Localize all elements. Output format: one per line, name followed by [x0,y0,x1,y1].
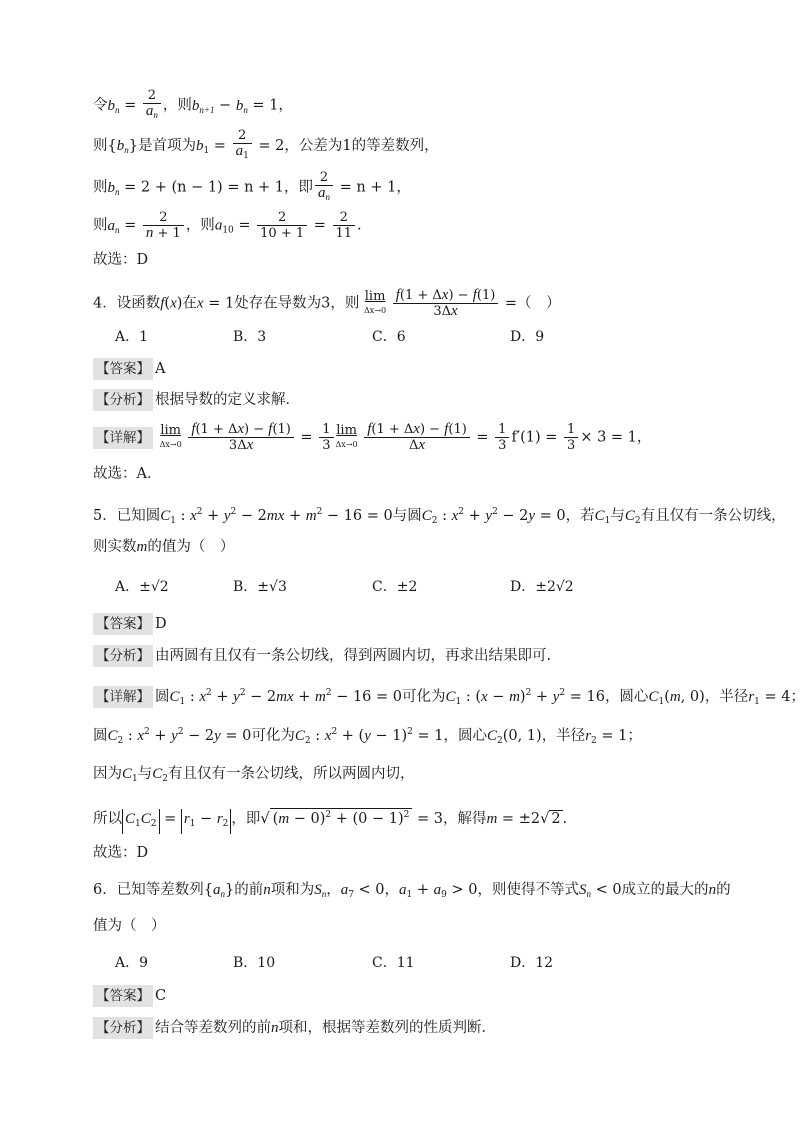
q4-final: 故选：A． [93,466,162,482]
q5-option-a[interactable]: A．±√2 [115,579,169,595]
sol3-line1: 令$b_n$ = $\frac{2}{a_n}$ ，则$b_{n+1} - b_n = 1$， [93,88,293,120]
q4-option-c[interactable]: C．6 [372,329,406,345]
q4-analysis: 【分析】 根据导数的定义求解． [93,389,734,411]
q6-option-b[interactable]: B．10 [233,955,276,971]
q6-option-a[interactable]: A．9 [115,955,149,971]
detail-tag: 【详解】 [93,427,153,449]
q5-option-d[interactable]: D．±2√2 [510,579,574,595]
q5-analysis: 【分析】 由两圆有且仅有一条公切线，得到两圆内切，再求出结果即可. [93,645,734,667]
q6-stem-line2: 值为（ ） [93,918,166,934]
q6-answer: 【答案】 C [93,985,734,1007]
q5-stem-line1: 5．已知圆$C_1$ : $x^2 + y^2 - 2mx + m^2 - 16 = 0$与圆$C_2$ : $x^2 + y^2 - 2y = 0$，若$C_1$与$C_2$有且仅有一条公切线， [93,507,786,526]
q5-detail-line2: 圆$C_2$ : $x^2 + y^2 - 2y = 0$可化为$C_2$ : $x^2 + (y - 1)^2 = 1$，圆心$C_2(0$, 1)，半径$r_2 = 1$； [93,727,642,746]
analysis-tag: 【分析】 [93,1017,153,1039]
q5-option-c[interactable]: C．±2 [372,579,418,595]
q5-answer: 【答案】 D [93,613,734,635]
q4-detail: 【详解】 lim Δx→0 $\frac{f(1 + \Delta x) - f(1)}{3\Delta x}$ = $\frac{1}{3}$ lim Δx→0 $\frac{f(1 + \Delta x) - f(1)}{\Delta x}$ = $\frac{1}{3}$ f′(1) = $\frac{1}{3}$ × 3 = 1， [93,422,734,453]
q4-stem: 4．设函数f(x)在x = 1处存在导数为3，则 lim Δx→0 $\frac{f(1 + \Delta x) - f(1)}{3\Delta x}$ =（ ） [93,287,561,319]
sol3-line2: 则$\{b_n\}$是首项为$b_1$ = $\frac{2}{a_1}$ = 2，公差为1的等差数列， [93,128,439,161]
q4-answer: 【答案】 A [93,358,734,380]
q6-stem-line1: 6．已知等差数列$\{a_n\}$的前n项和为$S_n$，$a_7 < 0$，$a_1 + a_9 > 0$，则使得不等式$S_n < 0$成立的最大的n的 [93,882,731,900]
analysis-tag: 【分析】 [93,389,153,411]
answer-tag: 【答案】 [93,358,153,380]
q4-option-d[interactable]: D．9 [510,329,545,345]
q6-option-c[interactable]: C．11 [372,955,415,971]
q5-stem-line2: 则实数m的值为（ ） [93,539,235,555]
q4-option-a[interactable]: A．1 [115,329,149,345]
sol3-line3: 则$b_n = 2 + (n - 1) = n + 1$，即 $\frac{2}{a_n}$ = n + 1， [93,170,411,202]
sol3-line4: 则$a_n$ = $\frac{2}{n + 1}$ ，则$a_{10}$ = $\frac{2}{10 + 1}$ = $\frac{2}{11}$ . [93,210,362,241]
answer-tag: 【答案】 [93,613,153,635]
q4-option-b[interactable]: B．3 [233,329,267,345]
detail-tag: 【详解】 [93,686,153,708]
analysis-tag: 【分析】 [93,645,153,667]
sol3-answer: 故选：D [93,252,149,268]
q6-option-d[interactable]: D．12 [510,955,554,971]
answer-tag: 【答案】 [93,985,153,1007]
q5-detail-line3: 因为$C_1$与$C_2$有且仅有一条公切线，所以两圆内切， [93,766,415,784]
q5-option-b[interactable]: B．±√3 [233,579,287,595]
q6-analysis: 【分析】 结合等差数列的前n项和，根据等差数列的性质判断． [93,1017,734,1039]
q5-final: 故选：D [93,845,149,861]
q5-detail-line4: 所以 $C_1C_2 = r_1 - r_2$ ，即√ $(m - 0)^2 + (0 - 1)^2 = 3$，解得m = ±2√ 2 . [93,805,734,834]
q5-detail-line1: 【详解】 圆$C_1$ : $x^2 + y^2 - 2mx + m^2 - 16 = 0$可化为$C_1$ : $(x - m)^2 + y^2 = 16$，圆心$C_1(m$, 0)，半径$r_1 = 4$； [93,683,734,712]
